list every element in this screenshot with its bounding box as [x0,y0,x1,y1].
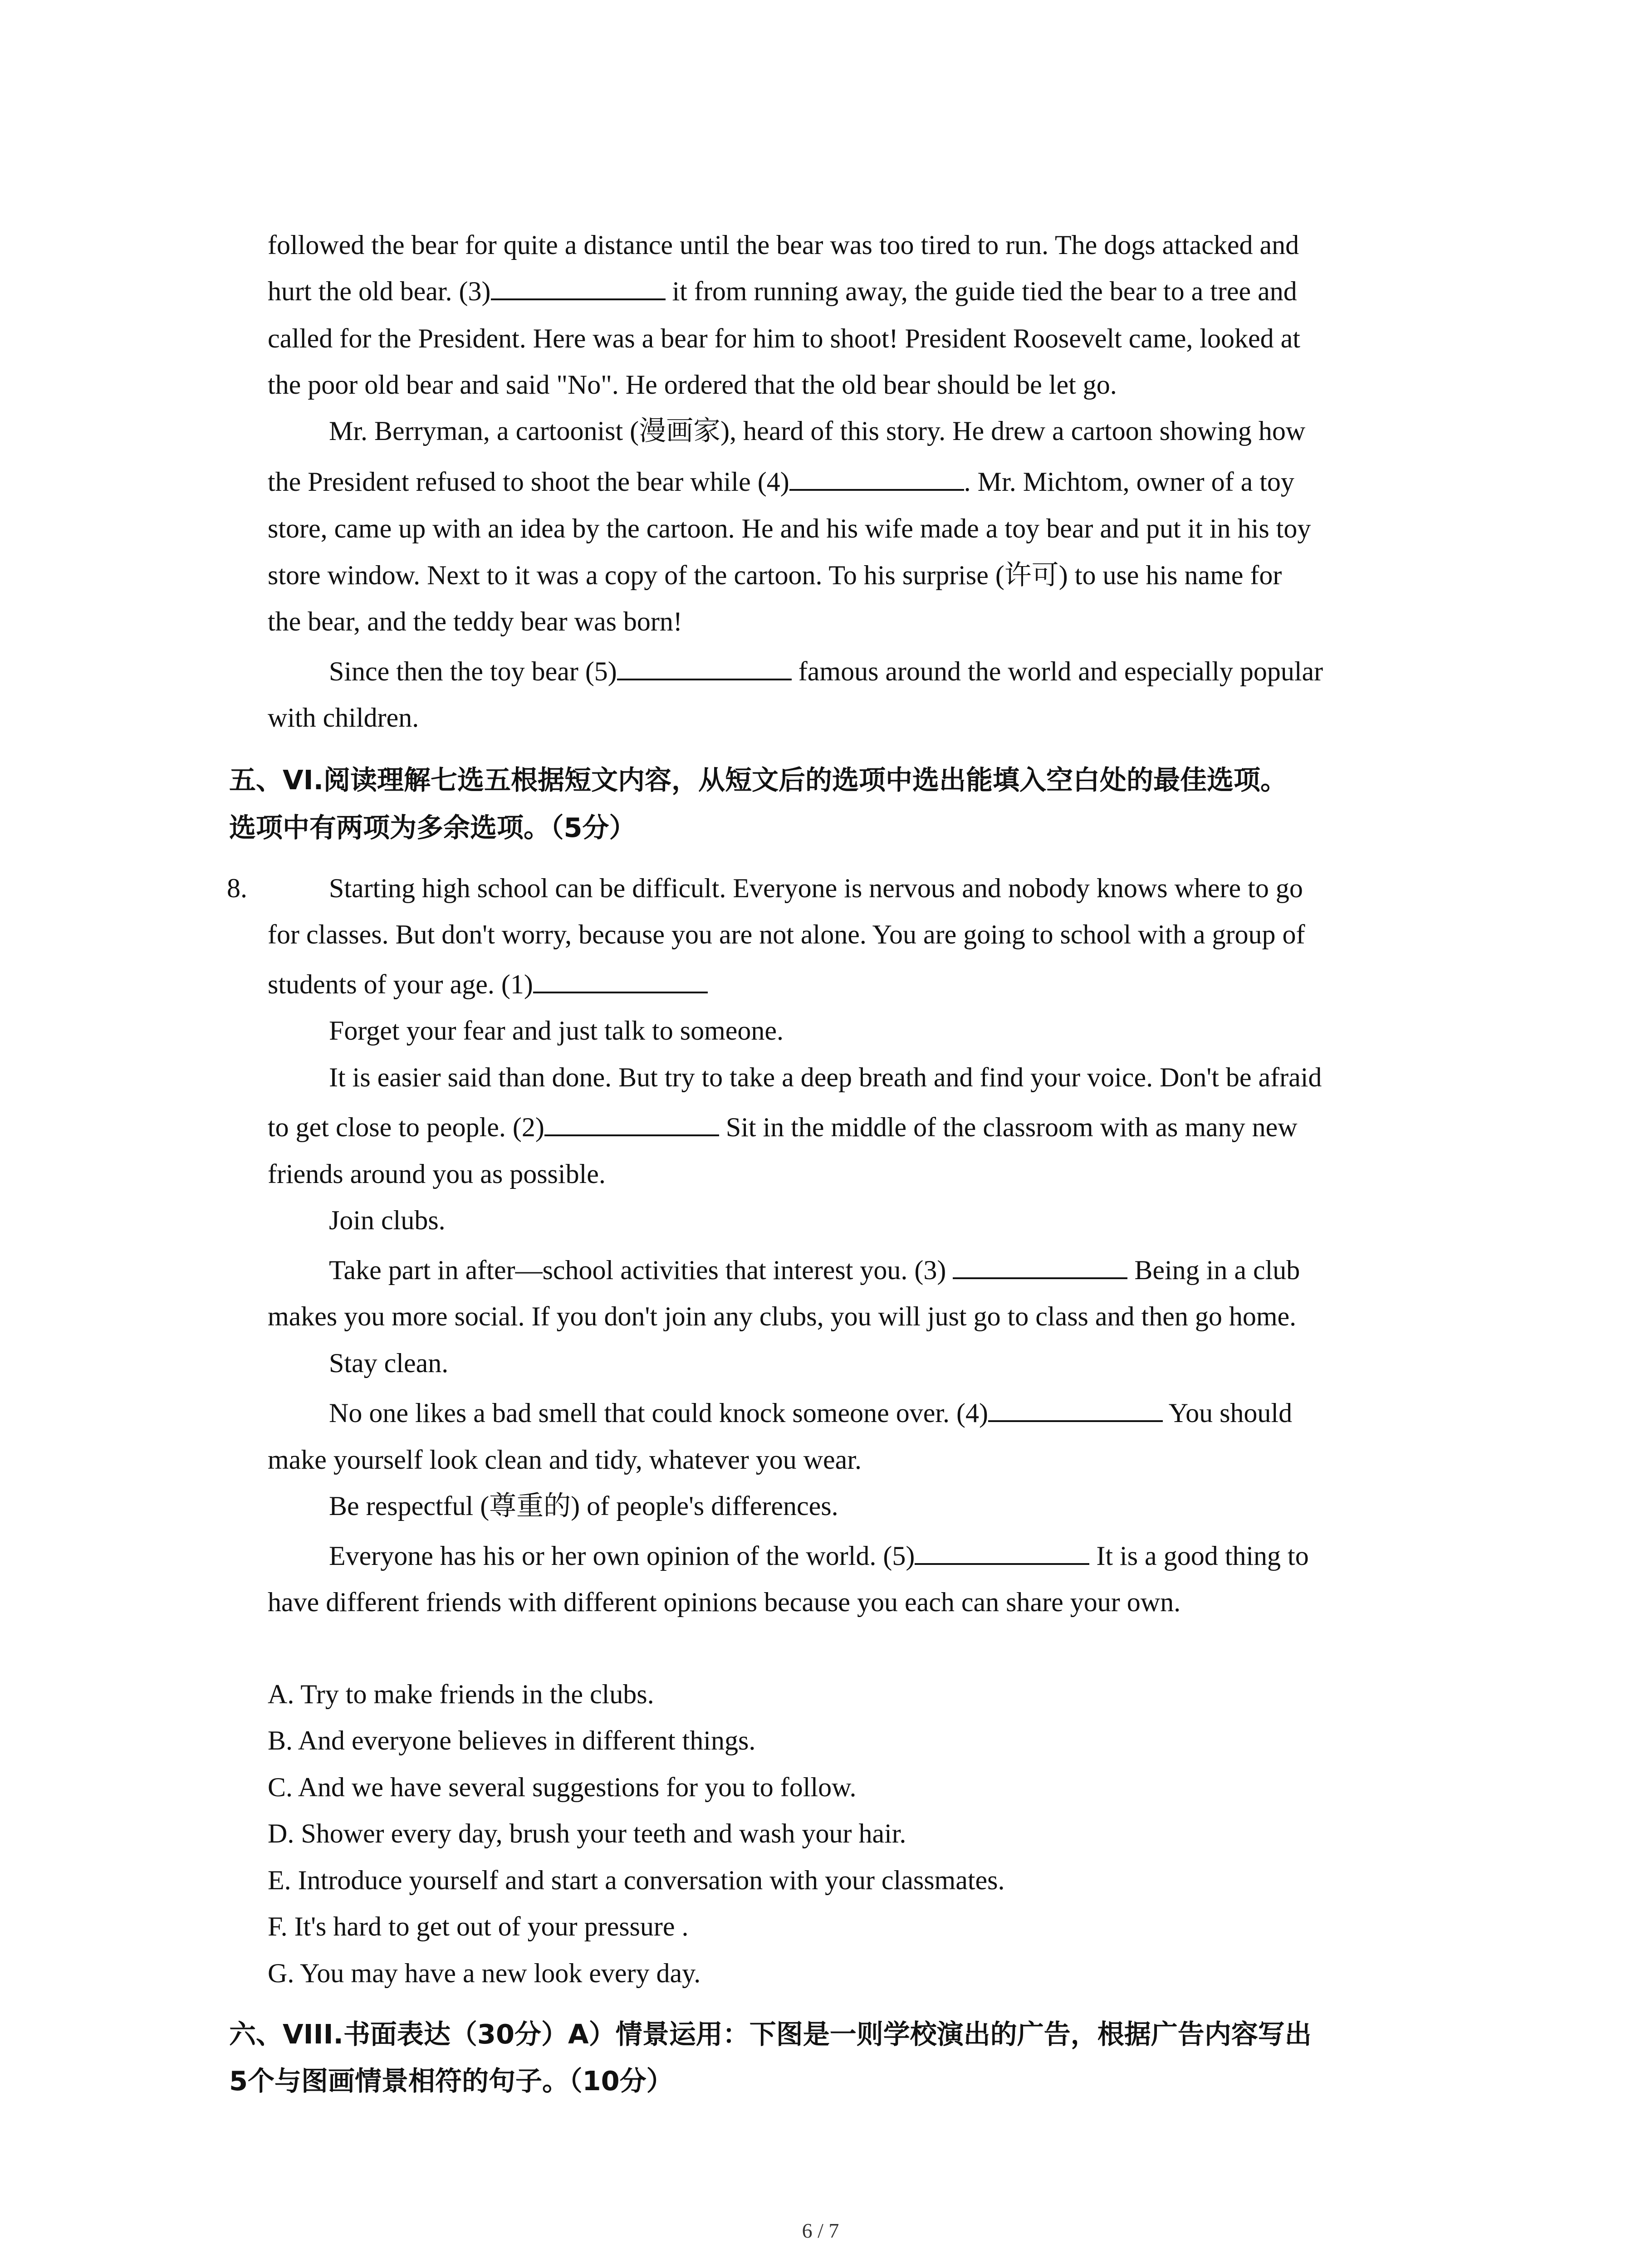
passage-line: Since then the toy bear (5) famous around the world and especially popular [329,653,1323,689]
answer-blank-3[interactable] [491,273,666,300]
option-a: A. Try to make friends in the clubs. [268,1679,654,1709]
answer-blank-5[interactable] [617,653,792,680]
option-d: D. Shower every day, brush your teeth and wash your hair. [268,1818,906,1848]
passage-line: store, came up with an idea by the cartoon. He and his wife made a toy bear and put it in his toy [268,513,1311,543]
question-line: Take part in after—school activities that interest you. (3) Being in a club [329,1252,1300,1288]
question-line: friends around you as possible. [268,1159,606,1189]
question-line: for classes. But don't worry, because you are not alone. You are going to school with a group of [268,919,1305,949]
question-line: Join clubs. [329,1205,446,1235]
question-line: It is easier said than done. But try to take a deep breath and find your voice. Don't be afraid [329,1062,1322,1092]
question-line: Starting high school can be difficult. Everyone is nervous and nobody knows where to go [329,873,1303,903]
passage-line: the bear, and the teddy bear was born! [268,606,682,636]
option-e: E. Introduce yourself and start a conversation with your classmates. [268,1865,1005,1895]
option-f: F. It's hard to get out of your pressure . [268,1911,689,1941]
passage-line: Mr. Berryman, a cartoonist (漫画家), heard of this story. He drew a cartoon showing how [329,416,1306,446]
answer-blank-4[interactable] [789,464,964,491]
section-heading: 选项中有两项为多余选项。（5分） [229,812,636,843]
passage-line: with children. [268,703,419,733]
question-line: to get close to people. (2) Sit in the middle of the classroom with as many new [268,1109,1298,1145]
question-line: Everyone has his or her own opinion of the world. (5) It is a good thing to [329,1538,1309,1574]
question-number: 8. [227,873,247,903]
passage-line: store window. Next to it was a copy of the cartoon. To his surprise (许可) to use his name for [268,560,1282,590]
passage-line: called for the President. Here was a bear for him to shoot! President Roosevelt came, looked at [268,323,1300,353]
passage-line: followed the bear for quite a distance until the bear was too tired to run. The dogs attacked and [268,230,1299,260]
answer-blank-1[interactable] [533,966,708,993]
section-heading: 六、VIII.书面表达（30分）A）情景运用：下图是一则学校演出的广告，根据广告内容写出 [229,2019,1312,2050]
question-line: makes you more social. If you don't join any clubs, you will just go to class and then go home. [268,1301,1297,1331]
question-line: Be respectful (尊重的) of people's differences. [329,1491,838,1521]
page-number: 6 / 7 [802,2219,839,2242]
question-line: Stay clean. [329,1348,449,1378]
option-g: G. You may have a new look every day. [268,1958,701,1988]
question-line: make yourself look clean and tidy, whatever you wear. [268,1445,862,1475]
passage-line: the President refused to shoot the bear while (4) . Mr. Michtom, owner of a toy [268,464,1294,500]
section-heading: 五、VI.阅读理解七选五根据短文内容，从短文后的选项中选出能填入空白处的最佳选项。 [229,764,1288,796]
passage-line: hurt the old bear. (3) it from running away, the guide tied the bear to a tree and [268,273,1297,309]
option-c: C. And we have several suggestions for you to follow. [268,1772,857,1802]
passage-line: the poor old bear and said "No". He ordered that the old bear should be let go. [268,370,1117,400]
question-line: have different friends with different opinions because you each can share your own. [268,1587,1181,1617]
answer-blank-3[interactable] [953,1252,1127,1279]
question-line: students of your age. (1) [268,966,708,1002]
answer-blank-2[interactable] [544,1109,719,1136]
question-line: No one likes a bad smell that could knock someone over. (4) You should [329,1395,1292,1431]
option-b: B. And everyone believes in different things. [268,1725,756,1755]
answer-blank-5[interactable] [915,1538,1089,1565]
answer-blank-4[interactable] [988,1395,1163,1422]
question-line: Forget your fear and just talk to someone. [329,1016,784,1046]
section-heading: 5个与图画情景相符的句子。（10分） [229,2065,673,2097]
